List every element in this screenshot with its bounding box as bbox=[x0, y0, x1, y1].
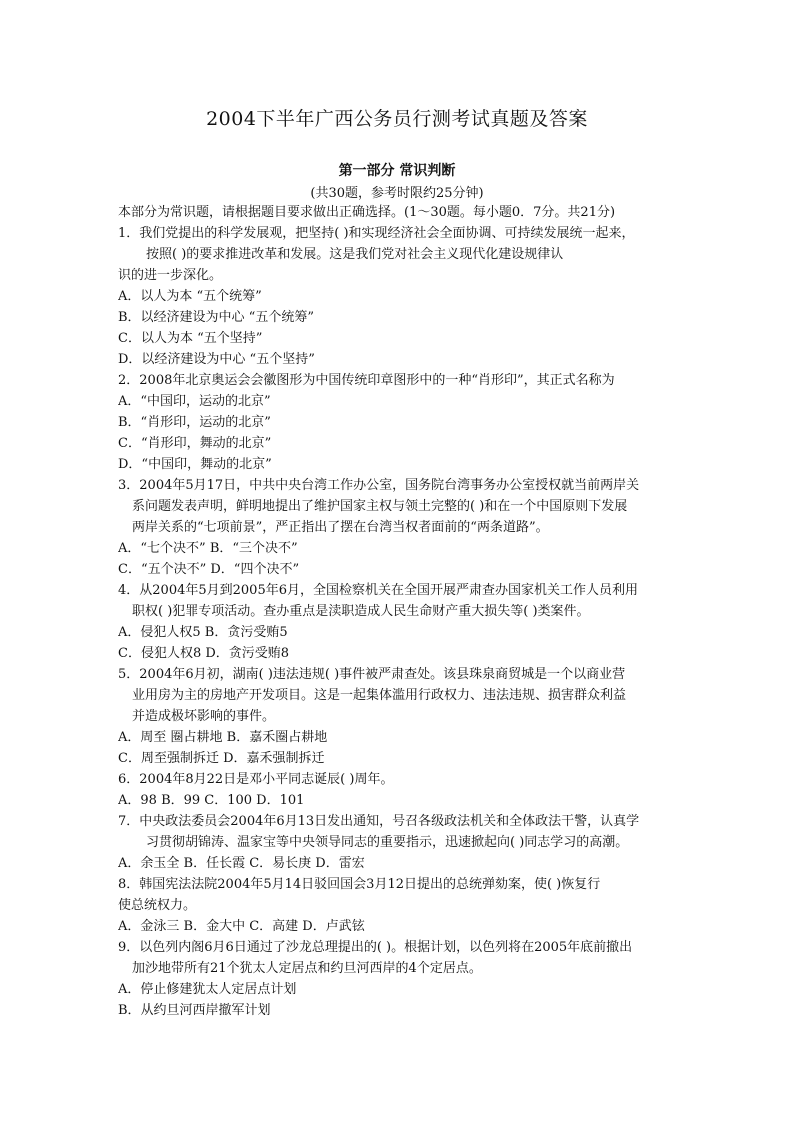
question-text: 按照( )的要求推进改革和发展。这是我们党对社会主义现代化建设规律认 bbox=[146, 247, 564, 262]
question-text: 4．从2004年5月到2005年6月，全国检察机关在全国开展严肃查办国家机关工作人员利用 bbox=[118, 583, 638, 598]
question-text: 两岸关系的“七项前景”，严正指出了摆在台湾当权者面前的“两条道路”。 bbox=[132, 520, 549, 535]
question-text: 加沙地带所有21个犹太人定居点和约旦河西岸的4个定居点。 bbox=[132, 961, 482, 976]
question-text: 识的进一步深化。 bbox=[118, 268, 223, 283]
answer-option: A．停止修建犹太人定居点计划 bbox=[118, 982, 297, 997]
question-text: 职权( )犯罪专项活动。查办重点是渎职造成人民生命财产重大损失等( )类案件。 bbox=[132, 604, 590, 619]
answer-option: A．“中国印，运动的北京” bbox=[118, 394, 271, 409]
question-text: 并造成极坏影响的事件。 bbox=[132, 709, 276, 724]
question-text: 6．2004年8月22日是邓小平同志诞辰( )周年。 bbox=[118, 772, 394, 787]
document-title: 2004下半年广西公务员行测考试真题及答案 bbox=[206, 108, 588, 130]
answer-option: A．侵犯人权5 B．贪污受贿5 bbox=[118, 625, 288, 640]
question-text: 业用房为主的房地产开发项目。这是一起集体滥用行政权力、违法违规、损害群众利益 bbox=[132, 688, 627, 703]
answer-option: A．金泳三 B．金大中 C．高建 D．卢武铉 bbox=[118, 919, 365, 934]
answer-option: B．“肖形印，运动的北京” bbox=[118, 415, 271, 430]
answer-option: A．以人为本 “五个统筹” bbox=[118, 289, 262, 304]
answer-option: C．“肖形印，舞动的北京” bbox=[118, 436, 272, 451]
section-intro: 本部分为常识题，请根据题目要求做出正确选择。(1～30题。每小题0．7分。共21分) bbox=[118, 205, 616, 220]
answer-option: A．“七个决不” B．“三个决不” bbox=[118, 541, 298, 556]
question-text: 使总统权力。 bbox=[118, 898, 197, 913]
answer-option: D．“中国印，舞动的北京” bbox=[118, 457, 272, 472]
answer-option: B．从约旦河西岸撤军计划 bbox=[118, 1003, 271, 1018]
answer-option: C．以人为本 “五个坚持” bbox=[118, 331, 263, 346]
question-text: 系问题发表声明，鲜明地提出了维护国家主权与领土完整的( )和在一个中国原则下发展 bbox=[132, 499, 628, 514]
answer-option: C．“五个决不” D．“四个决不” bbox=[118, 562, 300, 577]
answer-option: A．余玉全 B．任长霞 C．易长庚 D．雷宏 bbox=[118, 856, 365, 871]
question-text: 9．以色列内阁6月6日通过了沙龙总理提出的( )。根据计划，以色列将在2005年底前撤出 bbox=[118, 940, 633, 955]
question-text: 1．我们党提出的科学发展观，把坚持( )和实现经济社会全面协调、可持续发展统一起来， bbox=[118, 226, 635, 241]
question-text: 7．中央政法委员会2004年6月13日发出通知，号召各级政法机关和全体政法干警，认真学 bbox=[118, 814, 640, 829]
question-text: 3．2004年5月17日，中共中央台湾工作办公室，国务院台湾事务办公室授权就当前两岸关 bbox=[118, 478, 640, 493]
question-text: 习贯彻胡锦涛、温家宝等中央领导同志的重要指示，迅速掀起向( )同志学习的高潮。 bbox=[146, 835, 629, 850]
answer-option: D．以经济建设为中心 “五个坚持” bbox=[118, 352, 315, 367]
answer-option: B．以经济建设为中心 “五个统筹” bbox=[118, 310, 314, 325]
section-heading: 第一部分 常识判断 bbox=[338, 163, 456, 179]
section-subheading: (共30题，参考时限约25分钟) bbox=[310, 186, 484, 201]
questions-body bbox=[118, 202, 688, 1021]
question-text: 2．2008年北京奥运会会徽图形为中国传统印章图形中的一种“肖形印”，其正式名称为 bbox=[118, 373, 615, 388]
answer-option: A．98 B．99 C．100 D．101 bbox=[118, 793, 305, 808]
question-text: 8．韩国宪法法院2004年5月14日驳回国会3月12日提出的总统弹劾案，使( )恢复行 bbox=[118, 877, 601, 892]
answer-option: C．侵犯人权8 D．贪污受贿8 bbox=[118, 646, 290, 661]
answer-option: C．周至强制拆迁 D．嘉禾强制拆迁 bbox=[118, 751, 325, 766]
answer-option: A．周至 圈占耕地 B．嘉禾圈占耕地 bbox=[118, 730, 328, 745]
question-text: 5．2004年6月初，湖南( )违法违规( )事件被严肃查处。该县珠泉商贸城是一个以商业营 bbox=[118, 667, 626, 682]
